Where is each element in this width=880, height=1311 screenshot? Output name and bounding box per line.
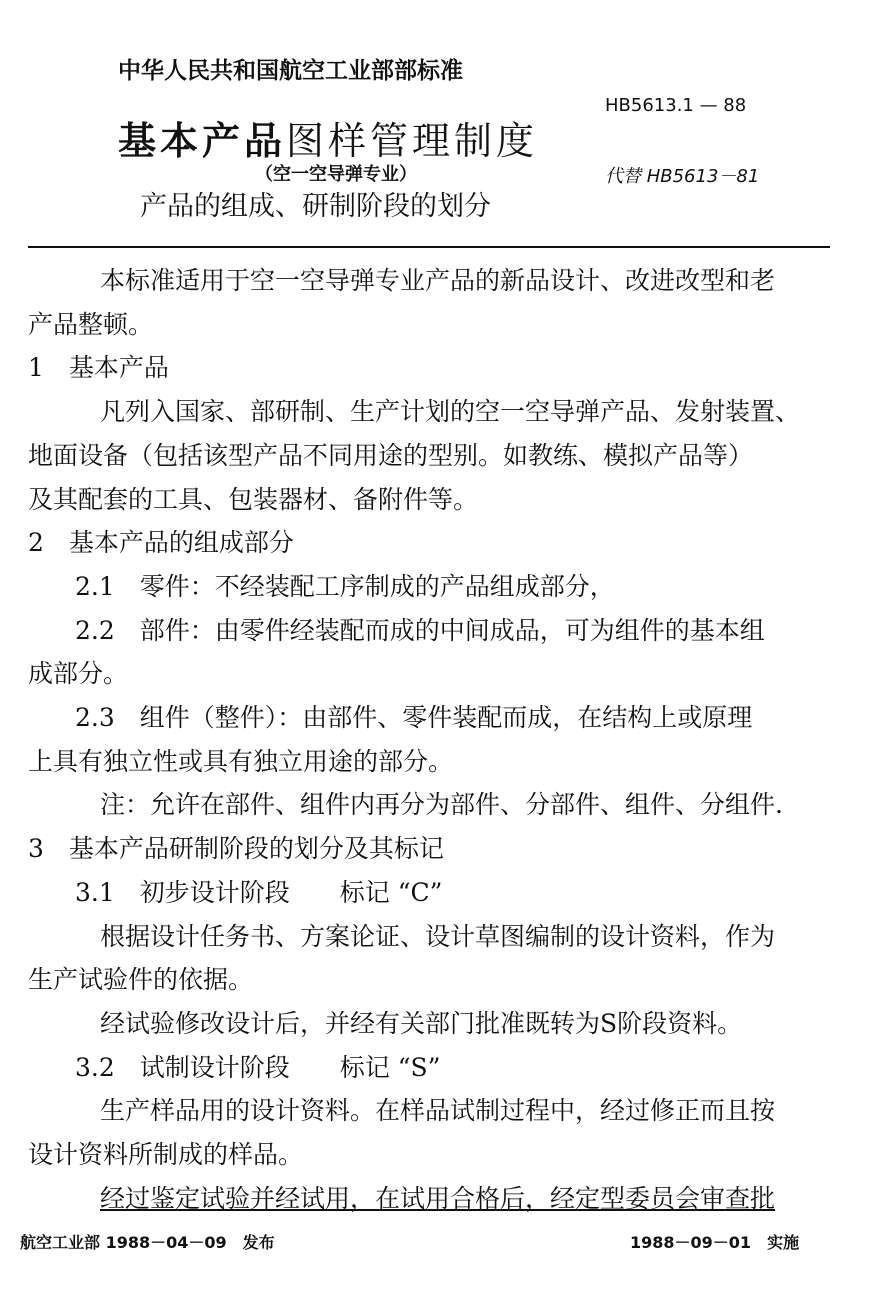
body-line: 注：允许在部件、组件内再分为部件、分部件、组件、分组件. (100, 790, 783, 819)
header-rule (28, 246, 830, 248)
body-line: 生产试验件的依据。 (28, 965, 254, 994)
ministry-heading: 中华人民共和国航空工业部部标准 (118, 58, 463, 84)
body-line: 3 基本产品研制阶段的划分及其标记 (28, 834, 444, 863)
body-line: 2 基本产品的组成部分 (28, 528, 294, 557)
body-line: 根据设计任务书、方案论证、设计草图编制的设计资料，作为 (100, 922, 776, 951)
body-line: 3.2 试制设计阶段 标记 “S” (75, 1053, 441, 1082)
body-line: 地面设备（包括该型产品不同用途的型别。如教练、模拟产品等） (28, 441, 754, 470)
body-line: 1 基本产品 (28, 353, 169, 382)
body-line: 生产样品用的设计资料。在样品试制过程中，经过修正而且按 (100, 1096, 776, 1125)
issued-date: 航空工业部 1988－04－09 发布 (20, 1233, 275, 1252)
replaces-code: 代替 HB5613－81 (605, 166, 760, 187)
title-part-b: 图样管理制度 (286, 119, 539, 163)
body-line: 上具有独立性或具有独立用途的部分。 (28, 747, 454, 776)
body-line: 2.3 组件（整件）：由部件、零件装配而成，在结构上或原理 (75, 703, 753, 732)
body-line: 本标准适用于空一空导弹专业产品的新品设计、改进改型和老 (100, 266, 776, 295)
body-line: 凡列入国家、部研制、生产计划的空一空导弹产品、发射装置、 (100, 397, 801, 426)
document-subtitle: 产品的组成、研制阶段的划分 (140, 191, 491, 222)
title-part-a: 基本产品 (118, 118, 287, 163)
body-line: 经过鉴定试验并经试用，在试用合格后，经定型委员会审查批 (100, 1184, 776, 1213)
body-line: 成部分。 (28, 659, 129, 688)
body-line: 设计资料所制成的样品。 (28, 1140, 304, 1169)
body-line: 2.1 零件：不经装配工序制成的产品组成部分， (75, 572, 615, 601)
body-line: 2.2 部件：由零件经装配而成的中间成品，可为组件的基本组 (75, 616, 765, 645)
effective-date: 1988－09－01 实施 (630, 1233, 800, 1252)
standard-code: HB5613.1 — 88 (605, 95, 747, 116)
body-line: 产品整顿。 (28, 310, 154, 339)
document-subtitle-paren: （空一空导弹专业） (255, 164, 417, 185)
body-line: 3.1 初步设计阶段 标记 “C” (75, 878, 443, 907)
document-title (118, 110, 538, 165)
body-line: 经试验修改设计后，并经有关部门批准既转为S阶段资料。 (100, 1009, 743, 1038)
body-line: 及其配套的工具、包装器材、备附件等。 (28, 485, 479, 514)
